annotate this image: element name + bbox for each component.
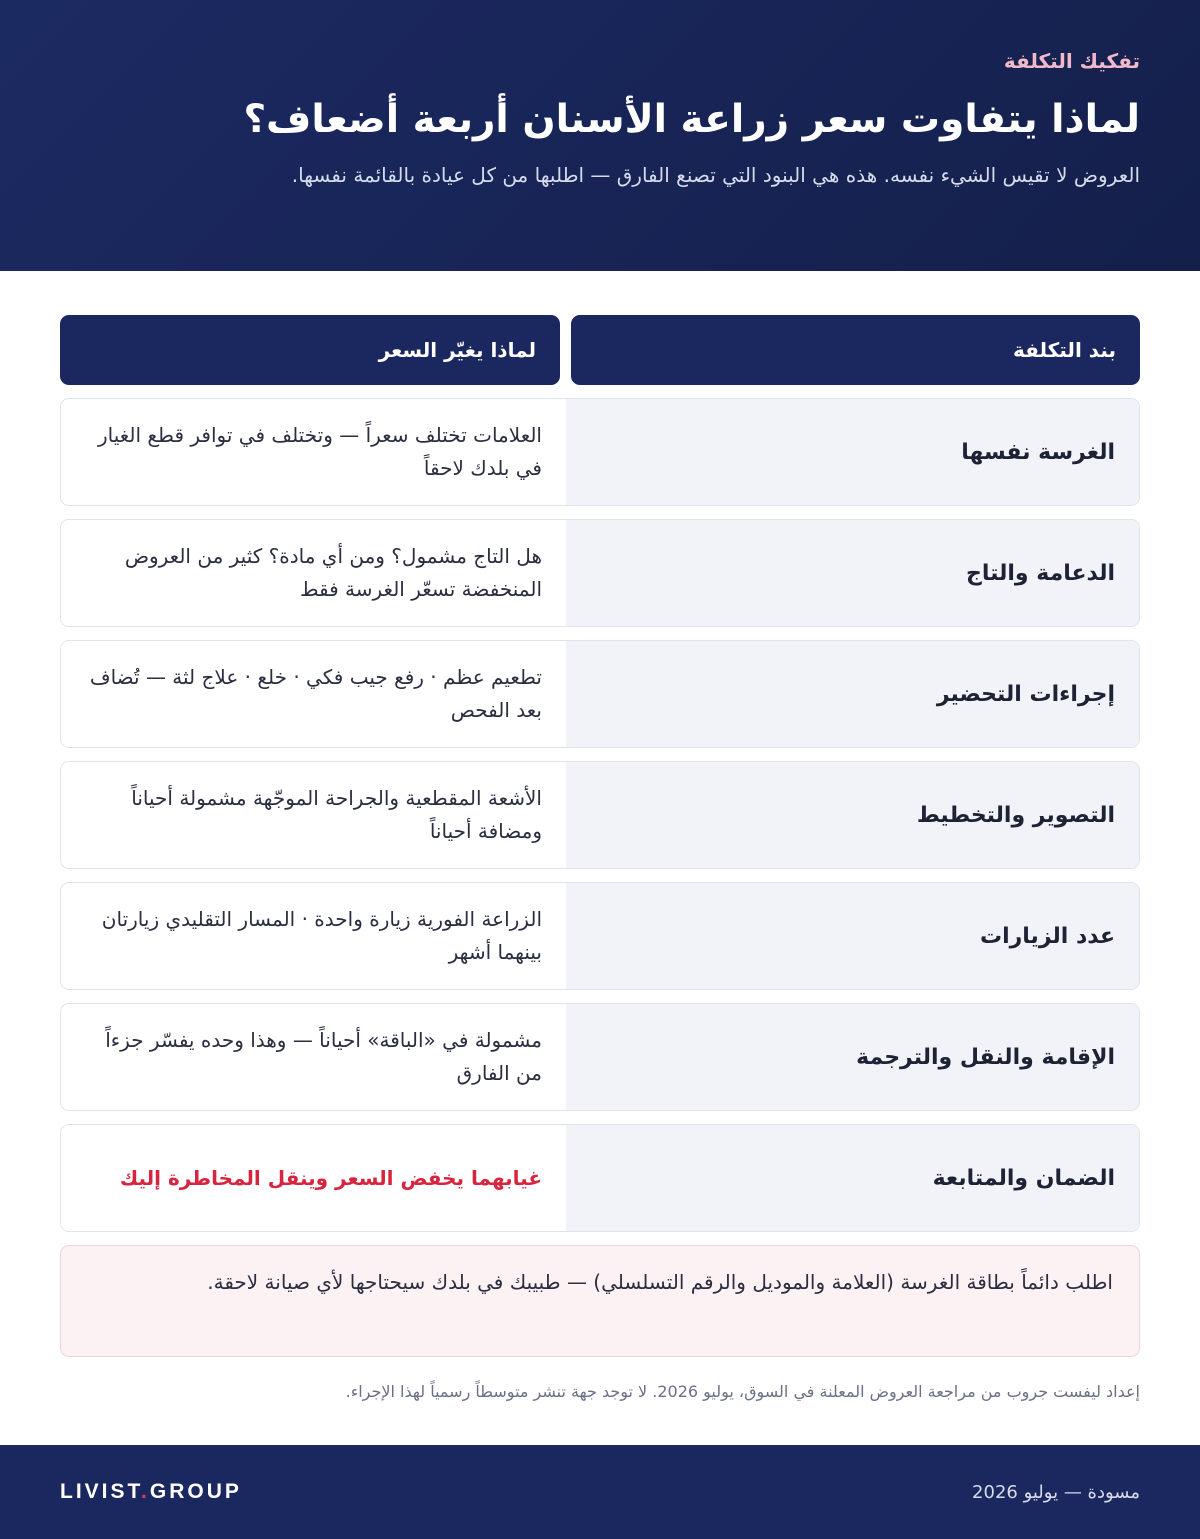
cost-item-cell: الإقامة والنقل والترجمة bbox=[566, 1004, 1139, 1110]
cost-item-cell: الدعامة والتاج bbox=[566, 520, 1139, 626]
cost-item-cell: عدد الزيارات bbox=[566, 883, 1139, 989]
table-row bbox=[60, 1124, 1140, 1232]
reason-cell: هل التاج مشمول؟ ومن أي مادة؟ كثير من العروض المنخفضة تسعّر الغرسة فقط bbox=[61, 520, 566, 626]
table-row bbox=[60, 398, 1140, 506]
table-row bbox=[60, 882, 1140, 990]
cost-item-cell: إجراءات التحضير bbox=[566, 641, 1139, 747]
draft-label: مسودة — يوليو 2026 bbox=[972, 1481, 1140, 1503]
page-subtitle: العروض لا تقيس الشيء نفسه. هذه هي البنود التي تصنع الفارق — اطلبها من كل عيادة بالقائمة نفسها. bbox=[291, 163, 1140, 187]
reason-cell: العلامات تختلف سعراً — وتختلف في توافر قطع الغيار في بلدك لاحقاً bbox=[61, 399, 566, 505]
brand-logo bbox=[60, 1480, 242, 1504]
page-title: لماذا يتفاوت سعر زراعة الأسنان أربعة أضعاف؟ bbox=[243, 97, 1140, 142]
table-row bbox=[60, 761, 1140, 869]
page-footer bbox=[0, 1445, 1200, 1539]
table-body bbox=[60, 398, 1140, 1232]
column-header-reason: لماذا يغيّر السعر bbox=[60, 315, 560, 385]
table-header-row bbox=[60, 315, 1140, 385]
reason-cell-warning: غيابهما يخفض السعر وينقل المخاطرة إليك bbox=[61, 1125, 566, 1231]
cost-item-cell: الغرسة نفسها bbox=[566, 399, 1139, 505]
column-header-cost-item: بند التكلفة bbox=[571, 315, 1140, 385]
reason-cell: الأشعة المقطعية والجراحة الموجّهة مشمولة أحياناً ومضافة أحياناً bbox=[61, 762, 566, 868]
brand-name-part1: LIVIST bbox=[60, 1480, 142, 1503]
table-row bbox=[60, 640, 1140, 748]
cost-breakdown-table bbox=[60, 315, 1140, 1405]
brand-dot: . bbox=[141, 1480, 150, 1503]
source-note: إعداد ليفست جروب من مراجعة العروض المعلنة في السوق، يوليو 2026. لا توجد جهة تنشر متوسطاً رسمياً لهذا الإجراء. bbox=[345, 1382, 1140, 1401]
table-row bbox=[60, 1003, 1140, 1111]
tip-callout: اطلب دائماً بطاقة الغرسة (العلامة والموديل والرقم التسلسلي) — طبيبك في بلدك سيحتاجها لأي صيانة لاحقة. bbox=[60, 1245, 1140, 1357]
reason-cell: تطعيم عظم · رفع جيب فكي · خلع · علاج لثة — تُضاف بعد الفحص bbox=[61, 641, 566, 747]
reason-cell: الزراعة الفورية زيارة واحدة · المسار التقليدي زيارتان بينهما أشهر bbox=[61, 883, 566, 989]
eyebrow-label: تفكيك التكلفة bbox=[1003, 49, 1140, 73]
page-header bbox=[0, 0, 1200, 271]
cost-item-cell: التصوير والتخطيط bbox=[566, 762, 1139, 868]
brand-name-part2: GROUP bbox=[149, 1480, 242, 1503]
cost-item-cell: الضمان والمتابعة bbox=[566, 1125, 1139, 1231]
table-row bbox=[60, 519, 1140, 627]
reason-cell: مشمولة في «الباقة» أحياناً — وهذا وحده يفسّر جزءاً من الفارق bbox=[61, 1004, 566, 1110]
